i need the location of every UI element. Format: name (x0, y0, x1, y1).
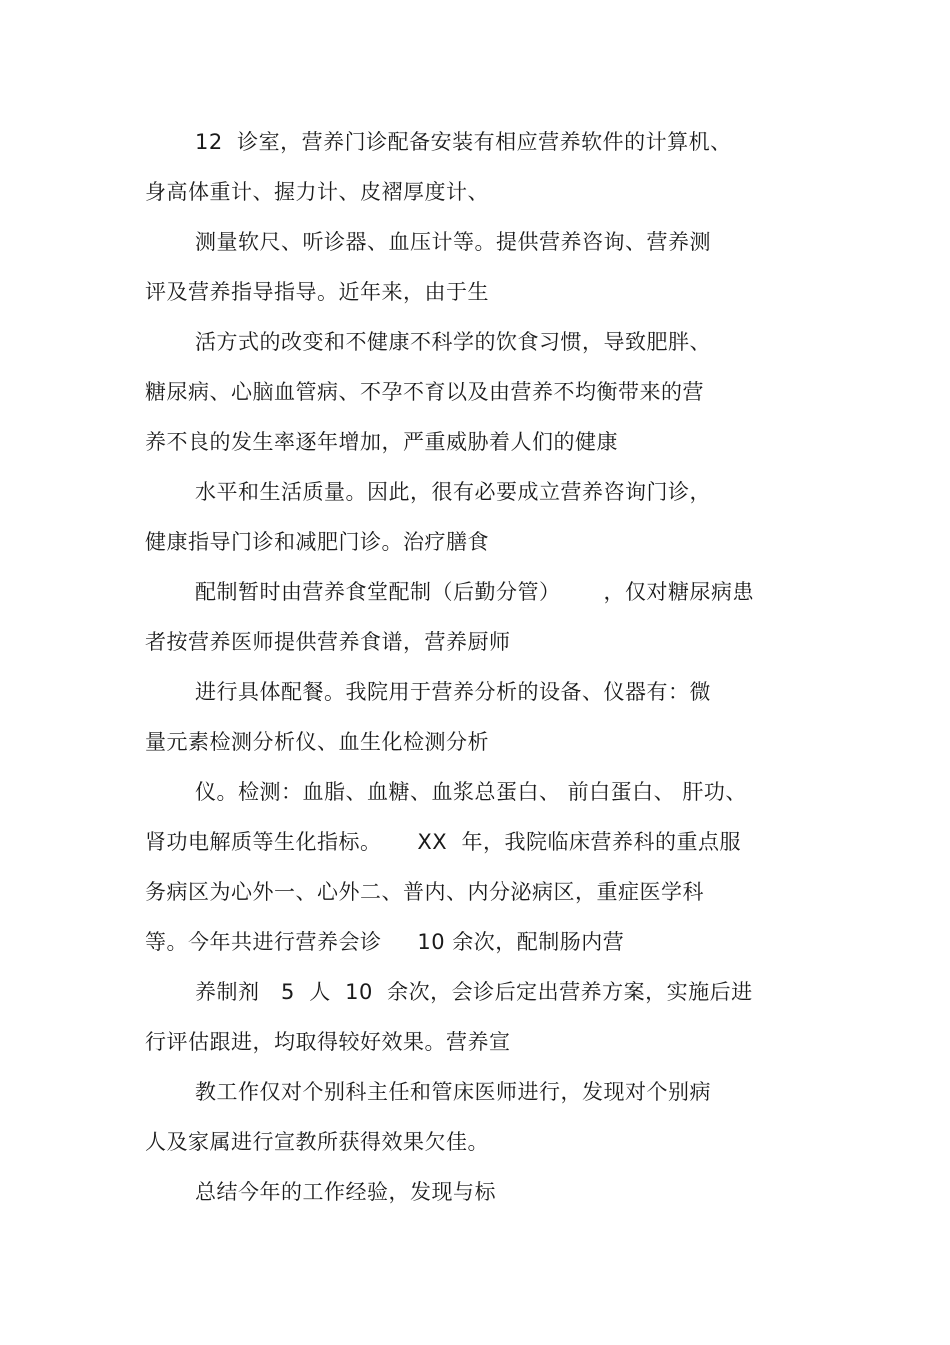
text-line-14: 仪。检测：血脂、血糖、血浆总蛋白、 前白蛋白、 肝功、 (195, 780, 747, 804)
text-line-15: 肾功电解质等生化指标。 XX 年，我院临床营养科的重点服 (145, 830, 741, 854)
text-line-18: 养制剂 5 人 10 余次，会诊后定出营养方案，实施后进 (195, 980, 753, 1004)
text-line-3: 测量软尺、听诊器、血压计等。提供营养咨询、营养测 (195, 230, 711, 254)
text-line-19: 行评估跟进，均取得较好效果。营养宣 (145, 1030, 511, 1054)
text-line-22: 总结今年的工作经验，发现与标 (195, 1180, 496, 1204)
text-line-11: 者按营养医师提供营养食谱，营养厨师 (145, 630, 511, 654)
text-line-10: 配制暂时由营养食堂配制（后勤分管） ，仅对糖尿病患 (195, 580, 755, 604)
text-line-17: 等。今年共进行营养会诊 10 余次，配制肠内营 (145, 930, 625, 954)
text-line-12: 进行具体配餐。我院用于营养分析的设备、仪器有：微 (195, 680, 711, 704)
text-line-5: 活方式的改变和不健康不科学的饮食习惯，导致肥胖、 (195, 330, 711, 354)
text-line-4: 评及营养指导指导。近年来，由于生 (145, 280, 489, 304)
text-line-7: 养不良的发生率逐年增加，严重威胁着人们的健康 (145, 430, 618, 454)
text-line-1: 12 诊室，营养门诊配备安装有相应营养软件的计算机、 (195, 130, 732, 154)
text-line-2: 身高体重计、握力计、皮褶厚度计、 (145, 180, 489, 204)
text-line-21: 人及家属进行宣教所获得效果欠佳。 (145, 1130, 489, 1154)
text-line-13: 量元素检测分析仪、血生化检测分析 (145, 730, 489, 754)
text-line-16: 务病区为心外一、心外二、普内、内分泌病区，重症医学科 (145, 880, 704, 904)
text-line-20: 教工作仅对个别科主任和管床医师进行，发现对个别病 (195, 1080, 711, 1104)
text-line-6: 糖尿病、心脑血管病、不孕不育以及由营养不均衡带来的营 (145, 380, 704, 404)
text-line-8: 水平和生活质量。因此，很有必要成立营养咨询门诊， (195, 480, 711, 504)
text-line-9: 健康指导门诊和减肥门诊。治疗膳食 (145, 530, 489, 554)
